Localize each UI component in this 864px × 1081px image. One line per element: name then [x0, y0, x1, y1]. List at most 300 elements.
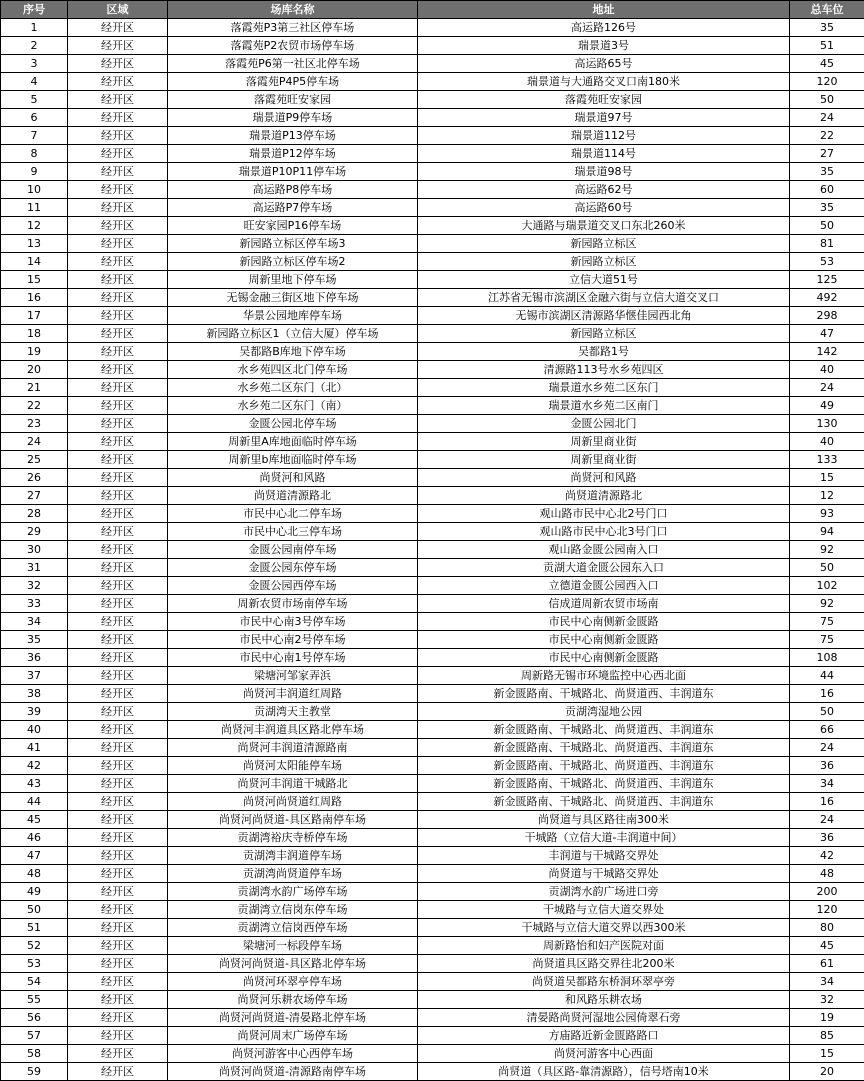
cell-name: 市民中心南3号停车场: [168, 613, 418, 631]
cell-name: 旺安家园P16停车场: [168, 217, 418, 235]
cell-no: 1: [1, 19, 68, 37]
cell-no: 15: [1, 271, 68, 289]
cell-no: 30: [1, 541, 68, 559]
table-row: [1, 505, 864, 523]
cell-address: 瑞景道3号: [418, 37, 790, 55]
cell-total: 34: [790, 973, 864, 991]
cell-name: 水乡苑二区东门（北）: [168, 379, 418, 397]
table-row: [1, 595, 864, 613]
cell-total: 20: [790, 1063, 864, 1081]
cell-area: 经开区: [68, 1063, 168, 1081]
cell-name: 新园路立标区1（立信大厦）停车场: [168, 325, 418, 343]
cell-address: 周新里商业街: [418, 451, 790, 469]
cell-name: 金匮公园西停车场: [168, 577, 418, 595]
cell-no: 33: [1, 595, 68, 613]
cell-name: 尚贤河丰润道具区路北停车场: [168, 721, 418, 739]
cell-no: 6: [1, 109, 68, 127]
cell-area: 经开区: [68, 433, 168, 451]
cell-area: 经开区: [68, 613, 168, 631]
table-row: [1, 739, 864, 757]
cell-total: 34: [790, 775, 864, 793]
cell-total: 92: [790, 595, 864, 613]
table-row: [1, 811, 864, 829]
table-row: [1, 703, 864, 721]
cell-address: 新金匮路南、干城路北、尚贤道西、丰润道东: [418, 775, 790, 793]
cell-total: 24: [790, 739, 864, 757]
cell-address: 瑞景道水乡苑二区东门: [418, 379, 790, 397]
cell-no: 26: [1, 469, 68, 487]
table-row: [1, 415, 864, 433]
table-row: [1, 253, 864, 271]
cell-address: 高运路60号: [418, 199, 790, 217]
cell-no: 9: [1, 163, 68, 181]
table-row: [1, 865, 864, 883]
cell-total: 15: [790, 469, 864, 487]
cell-name: 尚贤河丰润道干城路北: [168, 775, 418, 793]
table-row: [1, 469, 864, 487]
cell-address: 和风路乐耕农场: [418, 991, 790, 1009]
table-row: [1, 289, 864, 307]
cell-area: 经开区: [68, 577, 168, 595]
cell-address: 新金匮路南、干城路北、尚贤道西、丰润道东: [418, 739, 790, 757]
cell-total: 60: [790, 181, 864, 199]
cell-address: 新金匮路南、干城路北、尚贤道西、丰润道东: [418, 793, 790, 811]
cell-name: 贡湖湾立信岗西停车场: [168, 919, 418, 937]
cell-total: 200: [790, 883, 864, 901]
table-row: [1, 1027, 864, 1045]
cell-no: 50: [1, 901, 68, 919]
cell-name: 尚贤河环翠亭停车场: [168, 973, 418, 991]
cell-address: 瑞景道水乡苑二区南门: [418, 397, 790, 415]
cell-address: 大通路与瑞景道交叉口东北260米: [418, 217, 790, 235]
cell-name: 市民中心南1号停车场: [168, 649, 418, 667]
cell-no: 19: [1, 343, 68, 361]
cell-total: 45: [790, 55, 864, 73]
cell-name: 尚贤河尚贤道-清源路南停车场: [168, 1063, 418, 1081]
cell-address: 尚贤道（具区路-靠清源路），信号塔南10米: [418, 1063, 790, 1081]
cell-total: 36: [790, 829, 864, 847]
header-row: [1, 1, 864, 19]
cell-name: 瑞景道P9停车场: [168, 109, 418, 127]
cell-name: 贡湖湾立信岗东停车场: [168, 901, 418, 919]
cell-total: 125: [790, 271, 864, 289]
cell-total: 48: [790, 865, 864, 883]
cell-area: 经开区: [68, 991, 168, 1009]
table-row: [1, 55, 864, 73]
cell-address: 瑞景道98号: [418, 163, 790, 181]
cell-total: 298: [790, 307, 864, 325]
table-row: [1, 955, 864, 973]
cell-name: 尚贤河和风路: [168, 469, 418, 487]
cell-address: 新金匮路南、干城路北、尚贤道西、丰润道东: [418, 685, 790, 703]
cell-area: 经开区: [68, 55, 168, 73]
cell-area: 经开区: [68, 631, 168, 649]
cell-total: 16: [790, 685, 864, 703]
cell-total: 22: [790, 127, 864, 145]
cell-address: 尚贤道与干城路交界处: [418, 865, 790, 883]
cell-no: 35: [1, 631, 68, 649]
cell-name: 水乡苑四区北门停车场: [168, 361, 418, 379]
cell-no: 44: [1, 793, 68, 811]
cell-address: 丰润道与干城路交界处: [418, 847, 790, 865]
cell-total: 120: [790, 901, 864, 919]
cell-address: 金匮公园北门: [418, 415, 790, 433]
cell-no: 24: [1, 433, 68, 451]
cell-address: 高运路65号: [418, 55, 790, 73]
cell-area: 经开区: [68, 109, 168, 127]
cell-area: 经开区: [68, 127, 168, 145]
table-row: [1, 19, 864, 37]
cell-area: 经开区: [68, 721, 168, 739]
cell-address: 高运路62号: [418, 181, 790, 199]
cell-no: 36: [1, 649, 68, 667]
cell-total: 44: [790, 667, 864, 685]
cell-total: 130: [790, 415, 864, 433]
cell-no: 52: [1, 937, 68, 955]
table-row: [1, 1045, 864, 1063]
cell-total: 50: [790, 559, 864, 577]
cell-area: 经开区: [68, 379, 168, 397]
cell-name: 瑞景道P10P11停车场: [168, 163, 418, 181]
cell-name: 周新农贸市场南停车场: [168, 595, 418, 613]
table-row: [1, 973, 864, 991]
cell-no: 38: [1, 685, 68, 703]
table-row: [1, 559, 864, 577]
cell-address: 尚贤道清源路北: [418, 487, 790, 505]
cell-area: 经开区: [68, 757, 168, 775]
table-row: [1, 127, 864, 145]
table-row: [1, 685, 864, 703]
table-row: [1, 847, 864, 865]
cell-no: 13: [1, 235, 68, 253]
table-row: [1, 757, 864, 775]
cell-no: 4: [1, 73, 68, 91]
cell-name: 落霞苑P6第一社区北停车场: [168, 55, 418, 73]
table-row: [1, 631, 864, 649]
cell-area: 经开区: [68, 73, 168, 91]
cell-no: 56: [1, 1009, 68, 1027]
cell-total: 50: [790, 217, 864, 235]
cell-address: 周新路无锡市环境监控中心西北面: [418, 667, 790, 685]
cell-total: 133: [790, 451, 864, 469]
cell-area: 经开区: [68, 811, 168, 829]
table-row: [1, 721, 864, 739]
cell-total: 94: [790, 523, 864, 541]
cell-address: 尚贤道与具区路往南300米: [418, 811, 790, 829]
cell-address: 尚贤道吴都路东桥洞环翠亭旁: [418, 973, 790, 991]
cell-address: 干城路与立信大道交界处: [418, 901, 790, 919]
cell-area: 经开区: [68, 451, 168, 469]
cell-total: 93: [790, 505, 864, 523]
cell-area: 经开区: [68, 775, 168, 793]
header-total: 总车位: [790, 1, 864, 19]
cell-area: 经开区: [68, 793, 168, 811]
table-row: [1, 217, 864, 235]
cell-total: 51: [790, 37, 864, 55]
cell-total: 75: [790, 631, 864, 649]
cell-name: 贡湖湾尚贤道停车场: [168, 865, 418, 883]
cell-no: 57: [1, 1027, 68, 1045]
cell-name: 尚贤河尚贤道-清晏路北停车场: [168, 1009, 418, 1027]
cell-total: 66: [790, 721, 864, 739]
table-row: [1, 235, 864, 253]
cell-area: 经开区: [68, 649, 168, 667]
cell-name: 尚贤河太阳能停车场: [168, 757, 418, 775]
cell-address: 瑞景道112号: [418, 127, 790, 145]
cell-area: 经开区: [68, 1027, 168, 1045]
cell-area: 经开区: [68, 883, 168, 901]
cell-address: 观山路市民中心北2号门口: [418, 505, 790, 523]
cell-name: 金匮公园南停车场: [168, 541, 418, 559]
cell-address: 清源路113号水乡苑四区: [418, 361, 790, 379]
cell-no: 2: [1, 37, 68, 55]
cell-name: 周新里b库地面临时停车场: [168, 451, 418, 469]
cell-name: 落霞苑P2农贸市场停车场: [168, 37, 418, 55]
cell-no: 3: [1, 55, 68, 73]
table-row: [1, 307, 864, 325]
cell-name: 贡湖湾水韵广场停车场: [168, 883, 418, 901]
cell-no: 20: [1, 361, 68, 379]
cell-no: 54: [1, 973, 68, 991]
cell-address: 瑞景道114号: [418, 145, 790, 163]
cell-area: 经开区: [68, 739, 168, 757]
table-row: [1, 937, 864, 955]
cell-address: 吴都路1号: [418, 343, 790, 361]
cell-name: 吴都路B库地下停车场: [168, 343, 418, 361]
table-row: [1, 109, 864, 127]
table-row: [1, 541, 864, 559]
cell-name: 高运路P8停车场: [168, 181, 418, 199]
cell-address: 无锡市滨湖区清源路华惬佳园西北角: [418, 307, 790, 325]
cell-total: 81: [790, 235, 864, 253]
cell-address: 新园路立标区: [418, 235, 790, 253]
cell-area: 经开区: [68, 19, 168, 37]
table-row: [1, 343, 864, 361]
cell-total: 27: [790, 145, 864, 163]
cell-no: 58: [1, 1045, 68, 1063]
cell-total: 35: [790, 163, 864, 181]
cell-name: 落霞苑P4P5停车场: [168, 73, 418, 91]
cell-area: 经开区: [68, 91, 168, 109]
cell-total: 47: [790, 325, 864, 343]
cell-no: 55: [1, 991, 68, 1009]
cell-total: 40: [790, 433, 864, 451]
cell-total: 24: [790, 811, 864, 829]
cell-area: 经开区: [68, 595, 168, 613]
cell-address: 尚贤河游客中心西面: [418, 1045, 790, 1063]
cell-name: 瑞景道P13停车场: [168, 127, 418, 145]
cell-total: 16: [790, 793, 864, 811]
cell-no: 12: [1, 217, 68, 235]
header-area: 区域: [68, 1, 168, 19]
table-row: [1, 181, 864, 199]
cell-name: 尚贤河尚贤道-具区路南停车场: [168, 811, 418, 829]
cell-no: 11: [1, 199, 68, 217]
cell-area: 经开区: [68, 505, 168, 523]
table-row: [1, 901, 864, 919]
table-row: [1, 325, 864, 343]
cell-address: 瑞景道97号: [418, 109, 790, 127]
cell-total: 40: [790, 361, 864, 379]
cell-area: 经开区: [68, 397, 168, 415]
cell-total: 45: [790, 937, 864, 955]
cell-area: 经开区: [68, 271, 168, 289]
cell-total: 53: [790, 253, 864, 271]
cell-address: 新金匮路南、干城路北、尚贤道西、丰润道东: [418, 757, 790, 775]
cell-total: 12: [790, 487, 864, 505]
cell-address: 新园路立标区: [418, 253, 790, 271]
cell-area: 经开区: [68, 469, 168, 487]
cell-total: 24: [790, 109, 864, 127]
cell-no: 17: [1, 307, 68, 325]
cell-area: 经开区: [68, 541, 168, 559]
cell-no: 39: [1, 703, 68, 721]
cell-address: 观山路市民中心北3号门口: [418, 523, 790, 541]
table-row: [1, 577, 864, 595]
cell-name: 新园路立标区停车场3: [168, 235, 418, 253]
cell-no: 29: [1, 523, 68, 541]
cell-total: 120: [790, 73, 864, 91]
cell-no: 31: [1, 559, 68, 577]
cell-address: 贡湖湾水韵广场进口旁: [418, 883, 790, 901]
table-row: [1, 163, 864, 181]
cell-no: 42: [1, 757, 68, 775]
cell-area: 经开区: [68, 919, 168, 937]
cell-address: 尚贤河和风路: [418, 469, 790, 487]
cell-total: 92: [790, 541, 864, 559]
cell-name: 尚贤河尚贤道红周路: [168, 793, 418, 811]
table-row: [1, 199, 864, 217]
table-row: [1, 1009, 864, 1027]
cell-total: 142: [790, 343, 864, 361]
cell-no: 28: [1, 505, 68, 523]
cell-no: 48: [1, 865, 68, 883]
cell-no: 53: [1, 955, 68, 973]
cell-total: 61: [790, 955, 864, 973]
cell-name: 金匮公园北停车场: [168, 415, 418, 433]
cell-area: 经开区: [68, 307, 168, 325]
cell-area: 经开区: [68, 145, 168, 163]
table-row: [1, 487, 864, 505]
cell-address: 方庙路近新金匮路路口: [418, 1027, 790, 1045]
table-row: [1, 433, 864, 451]
cell-address: 新园路立标区: [418, 325, 790, 343]
cell-area: 经开区: [68, 523, 168, 541]
cell-no: 41: [1, 739, 68, 757]
cell-name: 市民中心北三停车场: [168, 523, 418, 541]
cell-area: 经开区: [68, 847, 168, 865]
cell-area: 经开区: [68, 253, 168, 271]
cell-area: 经开区: [68, 937, 168, 955]
cell-area: 经开区: [68, 325, 168, 343]
cell-no: 16: [1, 289, 68, 307]
cell-total: 35: [790, 199, 864, 217]
cell-name: 尚贤河周末广场停车场: [168, 1027, 418, 1045]
cell-name: 周新里A库地面临时停车场: [168, 433, 418, 451]
cell-no: 32: [1, 577, 68, 595]
cell-area: 经开区: [68, 955, 168, 973]
table-row: [1, 613, 864, 631]
cell-area: 经开区: [68, 1009, 168, 1027]
cell-address: 干城路与立信大道交界以西300米: [418, 919, 790, 937]
cell-address: 新金匮路南、干城路北、尚贤道西、丰润道东: [418, 721, 790, 739]
cell-name: 尚贤河丰润道红周路: [168, 685, 418, 703]
cell-name: 贡湖湾丰润道停车场: [168, 847, 418, 865]
cell-name: 尚贤河尚贤道-具区路北停车场: [168, 955, 418, 973]
cell-address: 干城路（立信大道-丰润道中间）: [418, 829, 790, 847]
table-row: [1, 145, 864, 163]
cell-no: 10: [1, 181, 68, 199]
cell-no: 25: [1, 451, 68, 469]
cell-area: 经开区: [68, 667, 168, 685]
cell-name: 瑞景道P12停车场: [168, 145, 418, 163]
cell-no: 21: [1, 379, 68, 397]
table-row: [1, 1063, 864, 1081]
table-body: [1, 19, 864, 1081]
cell-area: 经开区: [68, 199, 168, 217]
cell-address: 落霞苑旺安家园: [418, 91, 790, 109]
cell-address: 清晏路尚贤河湿地公园倚翠石旁: [418, 1009, 790, 1027]
table-row: [1, 379, 864, 397]
cell-area: 经开区: [68, 901, 168, 919]
table-row: [1, 919, 864, 937]
table-row: [1, 793, 864, 811]
cell-name: 无锡金融三街区地下停车场: [168, 289, 418, 307]
cell-area: 经开区: [68, 217, 168, 235]
cell-area: 经开区: [68, 181, 168, 199]
cell-name: 水乡苑二区东门（南）: [168, 397, 418, 415]
cell-total: 85: [790, 1027, 864, 1045]
cell-address: 贡湖大道金匮公园东入口: [418, 559, 790, 577]
cell-total: 35: [790, 19, 864, 37]
cell-no: 7: [1, 127, 68, 145]
cell-area: 经开区: [68, 703, 168, 721]
cell-area: 经开区: [68, 487, 168, 505]
cell-name: 落霞苑旺安家园: [168, 91, 418, 109]
table-row: [1, 991, 864, 1009]
table-row: [1, 649, 864, 667]
table-row: [1, 271, 864, 289]
cell-no: 46: [1, 829, 68, 847]
cell-area: 经开区: [68, 163, 168, 181]
header-address: 地址: [418, 1, 790, 19]
cell-name: 新园路立标区停车场2: [168, 253, 418, 271]
table-row: [1, 667, 864, 685]
cell-name: 高运路P7停车场: [168, 199, 418, 217]
cell-no: 49: [1, 883, 68, 901]
cell-name: 落霞苑P3第三社区停车场: [168, 19, 418, 37]
cell-no: 34: [1, 613, 68, 631]
cell-address: 观山路金匮公园南入口: [418, 541, 790, 559]
cell-area: 经开区: [68, 1045, 168, 1063]
cell-no: 51: [1, 919, 68, 937]
header-no: 序号: [1, 1, 68, 19]
table-row: [1, 451, 864, 469]
cell-address: 立德道金匮公园西入口: [418, 577, 790, 595]
cell-no: 23: [1, 415, 68, 433]
cell-address: 市民中心南侧新金匮路: [418, 649, 790, 667]
cell-total: 492: [790, 289, 864, 307]
cell-total: 108: [790, 649, 864, 667]
cell-total: 32: [790, 991, 864, 1009]
table-row: [1, 361, 864, 379]
cell-no: 40: [1, 721, 68, 739]
cell-area: 经开区: [68, 685, 168, 703]
cell-total: 50: [790, 703, 864, 721]
cell-no: 43: [1, 775, 68, 793]
cell-total: 19: [790, 1009, 864, 1027]
cell-name: 市民中心北二停车场: [168, 505, 418, 523]
